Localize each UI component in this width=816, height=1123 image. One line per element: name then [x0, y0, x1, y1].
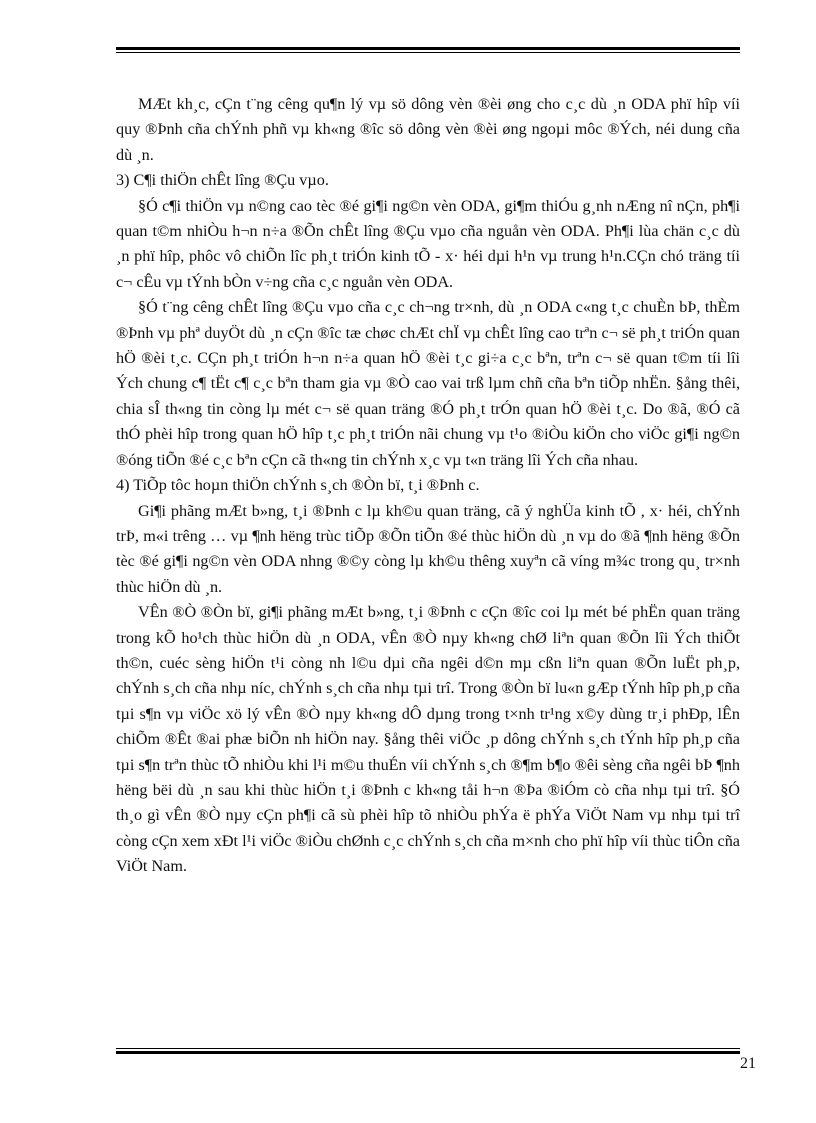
paragraph-4: Gi¶i phãng mÆt b»ng, t¸i ®Þnh c lµ kh©u quan träng, cã ý nghÜa kinh tÕ , x· héi, chÝnh trÞ, m«i trêng … vµ ¶nh hëng trùc tiÕp ®Õn tiÕn ®é thùc hiÖn dù ¸n vµ do ®ã ¶nh hëng ®Õn tèc ®é gi¶i ng©n vèn ODA nhng ®©y còng lµ kh©u thêng xuyªn cã víng m¾c trong qu¸ tr×nh thùc hiÖn dù ¸n. — [116, 501, 740, 596]
paragraph-3: §Ó t¨ng cêng chÊt lîng ®Çu vµo cña c¸c ch¬ng tr×nh, dù ¸n ODA c«ng t¸c chuÈn bÞ, thÈm ®Þnh vµ phª duyÖt dù ¸n cÇn ®îc tæ chøc chÆt chÏ vµ chÊt lîng cao trªn c¬ së ph¸t triÓn quan hÖ ®èi t¸c. CÇn ph¸t triÓn h¬n n÷a quan hÖ ®èi t¸c gi÷a c¸c bªn, trªn c¬ së quan t©m tíi lîi Ých chung c¶ tËt c¶ c¸c bªn tham gia vµ ®Ò cao vai trß lµm chñ cña bªn tiÕp nhËn. §ång thêi, chia sÎ th«ng tin còng lµ mét c¬ së quan träng ®Ó ph¸t trÓn quan hÖ ®èi t¸c. Do ®ã, ®Ó cã thÓ phèi hîp trong quan hÖ hîp t¸c ph¸t triÓn nãi chung vµ t¹o ®iÒu kiÖn cho viÖc gi¶i ng©n ®óng tiÕn ®é c¸c bªn cÇn cã th«ng tin chÝnh x¸c vµ t«n träng lîi Ých cña nhau. — [116, 298, 740, 469]
paragraph-2: §Ó c¶i thiÖn vµ n©ng cao tèc ®é gi¶i ng©n vèn ODA, gi¶m thiÓu g¸nh nÆng nî nÇn, ph¶i quan t©m nhiÒu h¬n n÷a ®Õn chÊt lîng ®Çu vµo cña nguån vèn ODA. Ph¶i lùa chän c¸c dù ¸n phï hîp, phôc vô chiÕn lîc ph¸t triÓn kinh tÕ - x· héi dµi h¹n vµ trung h¹n.CÇn chó träng tíi c¬ cÊu vµ tÝnh bÒn v÷ng cña c¸c nguån vèn ODA. — [116, 196, 740, 291]
paragraph-5: VÊn ®Ò ®Òn bï, gi¶i phãng mÆt b»ng, t¸i ®Þnh c cÇn ®îc coi lµ mét bé phËn quan träng trong kÕ ho¹ch thùc hiÖn dù ¸n ODA, vÊn ®Ò nµy kh«ng chØ liªn quan ®Õn lîi Ých thiÕt th©n, cuéc sèng hiÖn t¹i còng nh l©u dµi cña ngêi d©n mµ cßn liªn quan ®Õn luËt ph¸p, chÝnh s¸ch cña nhµ níc, chÝnh s¸ch cña nhµ tµi trî. Trong ®Òn bï lu«n gÆp tÝnh hîp ph¸p cña tµi s¶n vµ viÖc xö lý vÊn ®Ò nµy kh«ng dÔ dµng trong t×nh tr¹ng x©y dùng tr¸i phÐp, lÊn chiÕm ®Êt ®ai phæ biÕn nh hiÖn nay. §ång thêi viÖc ¸p dông chÝnh s¸ch tÝnh hîp ph¸p cña tµi s¶n trªn thùc tÕ nhiÒu khi l¹i m©u thuÉn víi chÝnh s¸ch ®¶m b¶o ®êi sèng cña ngêi bÞ ¶nh hëng bëi dù ¸n sau khi thùc hiÖn t¸i ®Þnh c kh«ng tåi h¬n ®Þa ®iÓm cò cña nhµ tµi trî. §Ó th¸o gì vÊn ®Ò nµy cÇn ph¶i cã sù phèi hîp tõ nhiÒu phÝa ë phÝa ViÖt Nam vµ nhµ tµi trî còng cÇn xem xÐt l¹i viÖc ®iÒu chØnh c¸c chÝnh s¸ch cña m×nh cho phï hîp víi thùc tiÔn cña ViÖt Nam. — [116, 603, 740, 876]
footer-rule-thin — [116, 1048, 740, 1049]
footer-rule-thick — [116, 1051, 740, 1054]
heading-4: 4) TiÕp tôc hoµn thiÖn chÝnh s¸ch ®Òn bï, t¸i ®Þnh c. — [116, 476, 480, 495]
header-rule-thick — [116, 47, 740, 50]
page-body — [116, 92, 740, 880]
footer-rule — [116, 1048, 740, 1054]
header-rule-thin — [116, 52, 740, 53]
heading-3: 3) C¶i thiÖn chÊt lîng ®Çu vµo. — [116, 171, 329, 190]
header-rule — [116, 47, 740, 53]
paragraph-1: MÆt kh¸c, cÇn t¨ng cêng qu¶n lý vµ sö dông vèn ®èi øng cho c¸c dù ¸n ODA phï hîp víi quy ®Þnh cña chÝnh phñ vµ kh«ng ®îc sö dông vèn ®èi øng ngoµi môc ®Ých, néi dung cña dù ¸n. — [116, 95, 740, 164]
page-number: 21 — [740, 1055, 756, 1072]
